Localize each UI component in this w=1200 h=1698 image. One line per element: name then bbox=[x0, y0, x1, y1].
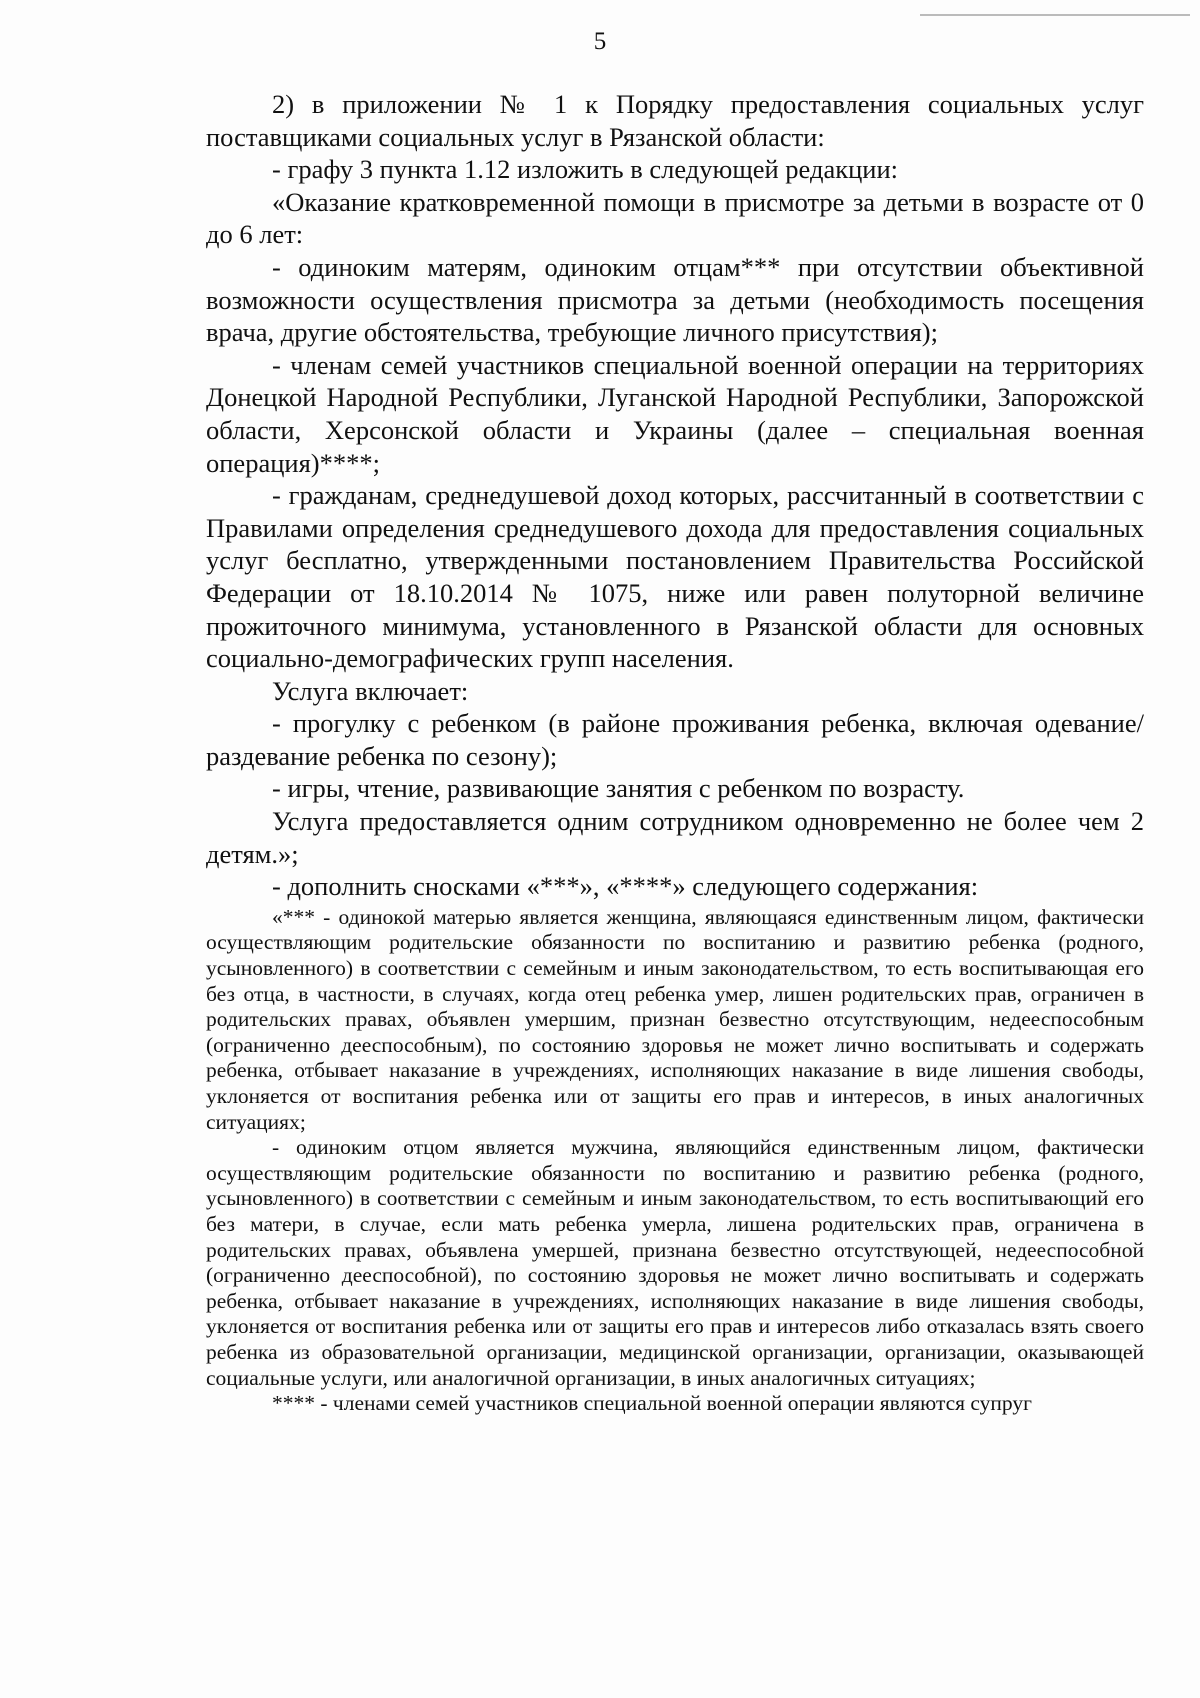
paragraph-service-title: «Оказание кратковременной помощи в присмотре за детьми в возрасте от 0 до 6 лет: bbox=[206, 186, 1144, 250]
paragraph-games: - игры, чтение, развивающие занятия с ребенком по возрасту. bbox=[272, 773, 965, 804]
paragraph-add-footnotes: - дополнить сносками «***», «****» следующего содержания: bbox=[272, 871, 979, 902]
footnote-single-mother: «*** - одинокой матерью является женщина, являющаяся единственным лицом, фактически осуществляющим родительские обязанности по воспитанию и развитию ребенка (родного, усыновленного) в соответствии с семейным и иным законодательством, то есть воспитывающая его без отца, в частности, в случаях, когда отец ребенка умер, лишен родительских прав, ограничен в родительских правах, объявлен умершим, признан безвестно отсутствующим, недееспособным (ограниченно дееспособным), по состоянию здоровья не может лично воспитывать и содержать ребенка, отбывает наказание в учреждениях, исполняющих наказание в виде лишения свободы, уклоняется от воспитания ребенка или от защиты его прав и интересов, в иных аналогичных ситуациях; bbox=[206, 904, 1144, 1134]
paragraph-column-3: - графу 3 пункта 1.12 изложить в следующей редакции: bbox=[272, 154, 898, 185]
main-text bbox=[206, 88, 1144, 903]
footnote-single-father: - одиноким отцом является мужчина, являющийся единственным лицом, фактически осуществляющим родительские обязанности по воспитанию и развитию ребенка (родного, усыновленного) в соответствии с семейным и иным законодательством, то есть воспитывающий его без матери, в случае, если мать ребенка умерла, лишена родительских прав, ограничена в родительских правах, объявлена умершей, признана безвестно отсутствующей, недееспособной (ограниченно дееспособной), по состоянию здоровья не может лично воспитывать и содержать ребенка, отбывает наказание в учреждениях, исполняющих наказание в виде лишения свободы, уклоняется от воспитания ребенка или от защиты его прав и интересов либо отказалась взять своего ребенка из образовательной организации, медицинской организации, организации, оказывающей социальные услуги, или аналогичной организации, в иных аналогичных ситуациях; bbox=[206, 1135, 1144, 1390]
paragraph-walk: - прогулку с ребенком (в районе проживания ребенка, включая одевание/раздевание ребенка по сезону); bbox=[206, 708, 1144, 771]
scan-edge-mark bbox=[920, 14, 1190, 16]
footnote-svo-family-members: **** - членами семей участников специальной военной операции являются супруг bbox=[272, 1391, 1032, 1416]
footnotes-text bbox=[206, 905, 1144, 1417]
paragraph-svo-families: - членам семей участников специальной военной операции на территориях Донецкой Народной Республики, Луганской Народной Республики, Запорожской области, Херсонской области и Украины (далее – специальная военная операция)****; bbox=[206, 349, 1144, 478]
paragraph-amendment-intro: 2) в приложении № 1 к Порядку предоставления социальных услуг поставщиками социальных услуг в Рязанской области: bbox=[206, 89, 1144, 152]
paragraph-service-limit: Услуга предоставляется одним сотрудником одновременно не более чем 2 детям.»; bbox=[206, 806, 1144, 869]
paragraph-single-parents: - одиноким матерям, одиноким отцам*** при отсутствии объективной возможности осуществления присмотра за детьми (необходимость посещения врача, другие обстоятельства, требующие личного присутствия); bbox=[206, 251, 1144, 348]
paragraph-low-income: - гражданам, среднедушевой доход которых, рассчитанный в соответствии с Правилами определения среднедушевого дохода для предоставления социальных услуг бесплатно, утвержденными постановлением Правительства Российской Федерации от 18.10.2014 № 1075, ниже или равен полуторной величине прожиточного минимума, установленного в Рязанской области для основных социально-демографических групп населения. bbox=[206, 480, 1144, 674]
page-number: 5 bbox=[593, 28, 607, 55]
document-body bbox=[206, 88, 1144, 1417]
paragraph-service-includes: Услуга включает: bbox=[272, 675, 469, 706]
